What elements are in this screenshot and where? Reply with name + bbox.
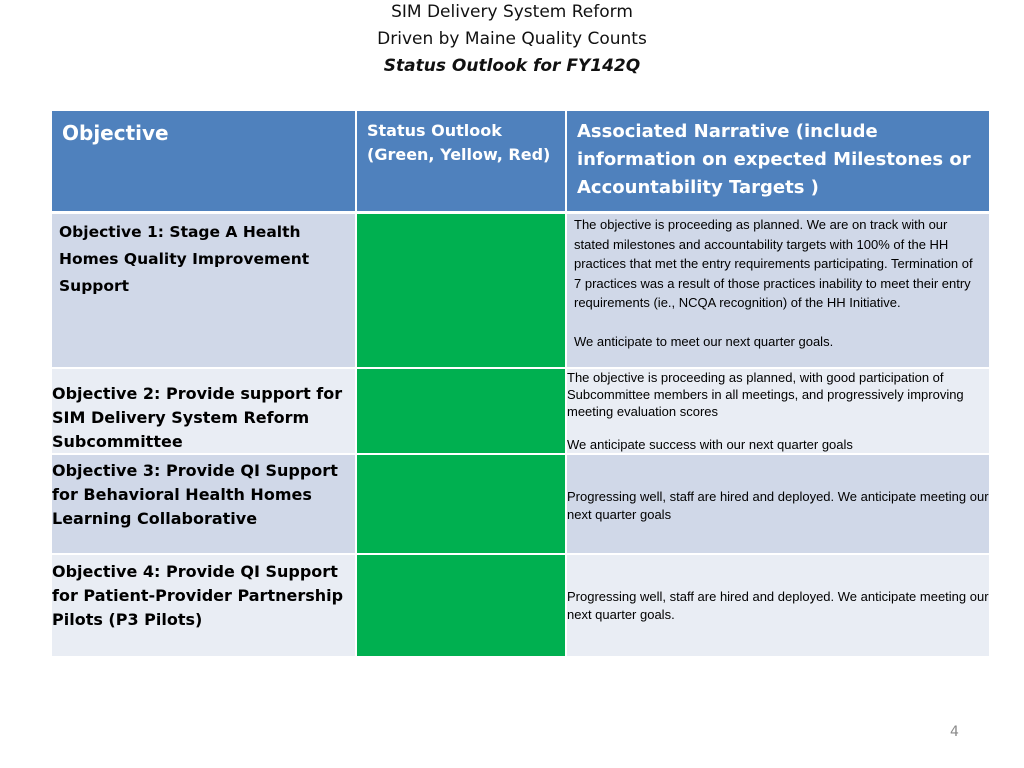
- page-number: 4: [950, 724, 959, 740]
- status-1-green: [357, 214, 565, 367]
- column-header-objective: Objective: [52, 111, 355, 211]
- title-line-1: SIM Delivery System Reform: [391, 2, 633, 22]
- status-table: [52, 111, 989, 656]
- column-header-status: Status Outlook (Green, Yellow, Red): [357, 111, 565, 211]
- objective-1-cell: Objective 1: Stage A Health Homes Quality Improvement Support: [52, 214, 355, 367]
- narrative-1-paragraph-2: We anticipate to meet our next quarter goals.: [574, 333, 834, 349]
- status-3-green: [357, 455, 565, 553]
- objective-4-cell: Objective 4: Provide QI Support for Patient-Provider Partnership Pilots (P3 Pilots): [52, 555, 355, 656]
- narrative-2-cell: [567, 369, 989, 453]
- objective-3-cell: Objective 3: Provide QI Support for Behavioral Health Homes Learning Collaborative: [52, 455, 355, 553]
- column-header-narrative: Associated Narrative (include information on expected Milestones or Accountability Targets ): [567, 111, 989, 211]
- narrative-3-cell: [567, 455, 989, 553]
- narrative-1-paragraph-1: The objective is proceeding as planned. We are on track with our stated milestones and accountability targets with 100% of the HH practices that met the entry requirements participating. Termination of 7 practices was a result of those practices inability to meet their entry requirements (ie., NCQA recognition) of the HH Initiative.: [574, 217, 973, 310]
- objective-2-cell: Objective 2: Provide support for SIM Delivery System Reform Subcommittee: [52, 369, 355, 453]
- narrative-4-paragraph-1: Progressing well, staff are hired and deployed. We anticipate meeting our next quarter goals.: [567, 589, 989, 622]
- narrative-2-paragraph-2: We anticipate success with our next quarter goals: [567, 437, 853, 452]
- status-2-green: [357, 369, 565, 453]
- title-line-3: Status Outlook for FY142Q: [383, 56, 641, 76]
- narrative-3-paragraph-1: Progressing well, staff are hired and deployed. We anticipate meeting our next quarter goals: [567, 489, 989, 522]
- narrative-2-paragraph-1: The objective is proceeding as planned, with good participation of Subcommittee members in all meetings, and progressively improving meeting evaluation scores: [567, 370, 964, 419]
- narrative-4-cell: [567, 555, 989, 656]
- status-4-green: [357, 555, 565, 656]
- narrative-1-cell: [567, 214, 989, 367]
- title-line-2: Driven by Maine Quality Counts: [377, 29, 647, 49]
